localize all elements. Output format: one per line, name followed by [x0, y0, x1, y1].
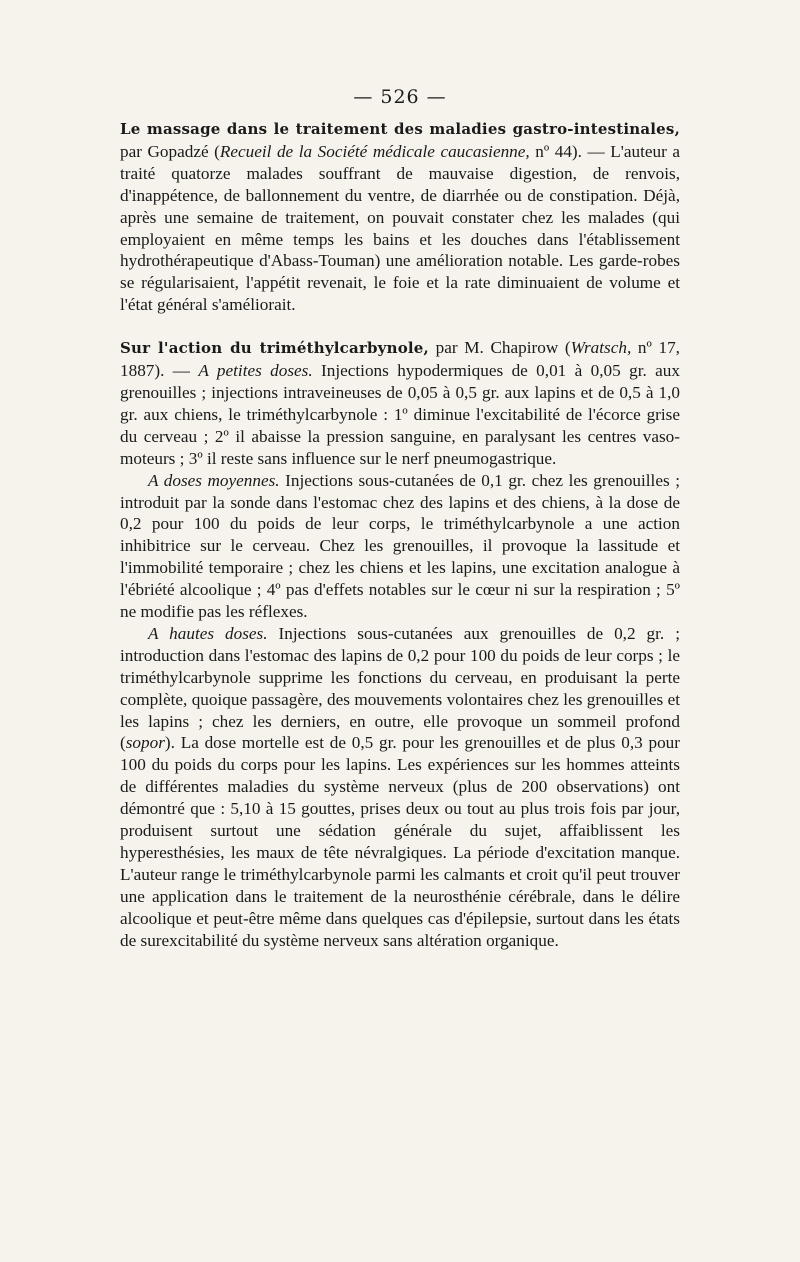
- abstract-massage: [120, 118, 680, 316]
- page: [120, 86, 680, 952]
- abstract-author: par M. Chapirow (: [428, 338, 571, 358]
- abstract-source: Recueil de la Société médicale caucasienne,: [219, 141, 530, 161]
- abstract-body: — L'auteur a traité quatorze malades souffrant de mauvaise digestion, de renvois, d'inappétence, de ballonnement du ventre, de diarrhée ou de constipation. Déjà, après une semaine de traitement, on pouvait constater chez les malades (qui employaient en même temps les bains et les douches dans l'établissement hydrothérapeutique d'Abass-Touman) une amélioration notable. Les garde-robes se régularisaient, l'appétit revenait, le foie et la rate diminuaient de volume et l'état général s'améliorait.: [120, 141, 681, 315]
- abstract-source-number: nº 44).: [529, 141, 582, 161]
- abstract-trimethylcarbynole: [120, 337, 680, 469]
- abstract-author: par Gopadzé (: [120, 141, 220, 161]
- paragraph-high-doses: [120, 623, 680, 952]
- sopor-term: sopor: [125, 733, 165, 753]
- section-body-small-doses: Injections hypodermiques de 0,01 à 0,05 gr. aux grenouilles ; injections intraveineuses de 0,05 à 0,5 gr. aux lapins et de 0,5 à 1,0 gr. aux chiens, le triméthylcarbynole : 1º diminue l'excitabilité de l'écorce grise du cerveau ; 2º il abaisse la pression sanguine, en paralysant les centres vaso-moteurs ; 3º il reste sans influence sur le nerf pneumogastrique.: [120, 361, 680, 468]
- page-number: — 526 —: [353, 86, 447, 108]
- paragraph-medium-doses: [120, 470, 680, 623]
- section-body-medium-doses: Injections sous-cutanées de 0,1 gr. chez les grenouilles ; introduit par la sonde dans l'estomac chez des lapins et des chiens, à la dose de 0,2 pour 100 du poids de leur corps, le triméthylcarbynole a une action inhibitrice sur le cerveau. Chez les grenouilles, il provoque la lassitude et l'immobilité temporaire ; chez les chiens et les lapins, une excitation analogue à l'ébriété alcoolique ; 4º pas d'effets notables sur le cœur ni sur la respiration ; 5º ne modifie pas les réflexes.: [120, 470, 680, 622]
- section-body-high-doses-a: Injections sous-cutanées aux grenouilles de 0,2 gr. ; introduction dans l'estomac des lapins de 0,2 pour 100 du poids de leur corps ; le triméthylcarbynole supprime les fonctions du cerveau, en produisant la perte complète, quoique passagère, des mouvements volontaires chez les grenouilles et les lapins ; chez les derniers, en outre, elle provoque un sommeil profond (: [120, 623, 680, 753]
- abstract-source: Wratsch,: [570, 338, 632, 358]
- abstract-source-number: nº 17, 1887). —: [120, 338, 680, 381]
- section-title-small-doses: A petites doses.: [198, 361, 313, 381]
- abstract-title: Le massage dans le traitement des maladies gastro-intestinales,: [120, 120, 680, 138]
- section-title-high-doses: A hautes doses.: [148, 623, 268, 643]
- section-title-medium-doses: A doses moyennes.: [148, 470, 280, 490]
- section-body-high-doses-b: ). La dose mortelle est de 0,5 gr. pour les grenouilles et de plus 0,3 pour 100 du poids du corps pour les lapins. Les expériences sur les hommes atteints de différentes maladies du système nerveux (plus de 200 observations) ont démontré que : 5,10 à 15 gouttes, prises deux ou tout au plus trois fois par jour, produisent surtout une sédation générale du sujet, affaiblissent les hyperesthésies, les maux de tête névralgiques. La période d'excitation manque. L'auteur range le triméthylcarbynole parmi les calmants et croit qu'il peut trouver une application dans le traitement de la neurosthénie cérébrale, dans le délire alcoolique et peut-être même dans quelques cas d'épilepsie, surtout dans les états de surexcitabilité du système nerveux sans altération organique.: [120, 733, 680, 950]
- abstract-title: Sur l'action du triméthylcarbynole,: [120, 339, 429, 358]
